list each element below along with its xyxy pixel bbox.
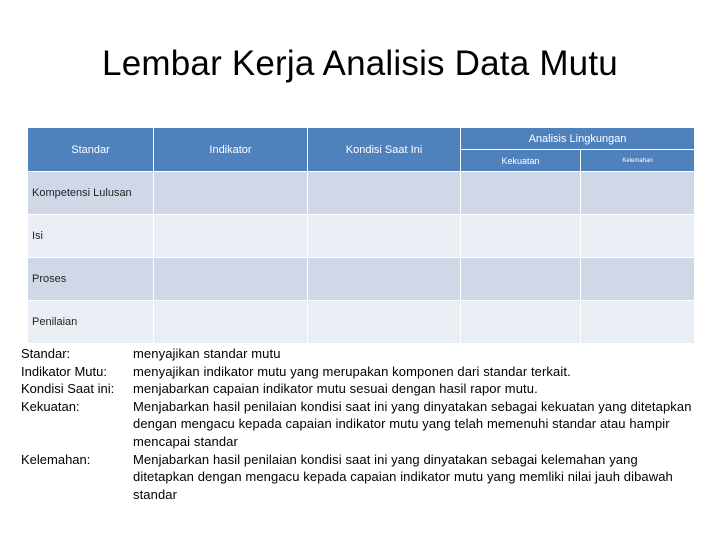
definition-item (21, 363, 701, 381)
table-row (28, 301, 695, 344)
row-label-isi: Isi (28, 215, 154, 258)
cell-indikator (154, 215, 308, 258)
cell-kelemahan (581, 258, 695, 301)
definition-item (21, 380, 701, 398)
row-label-penilaian: Penilaian (28, 301, 154, 344)
definition-term: Standar: (21, 346, 71, 361)
definition-item (21, 345, 701, 363)
cell-kekuatan (461, 258, 581, 301)
table-row (28, 215, 695, 258)
definition-term: Kelemahan: (21, 451, 91, 467)
header-indikator: Indikator (154, 128, 308, 172)
cell-kekuatan (461, 301, 581, 344)
table-row (28, 258, 695, 301)
cell-indikator (154, 172, 308, 215)
definition-text: menjabarkan capaian indikator mutu sesuai dengan hasil rapor mutu. (133, 381, 538, 397)
cell-indikator (154, 301, 308, 344)
cell-kondisi (308, 215, 461, 258)
cell-indikator (154, 258, 308, 301)
cell-kelemahan (581, 215, 695, 258)
definition-text: Menjabarkan hasil penilaian kondisi saat ini yang dinyatakan sebagai kekuatan yang ditetapkan dengan mengacu kepada capaian indikator mutu yang telah memenuhi standar atau hampir mencapai standar (133, 398, 692, 449)
definition-text: menyajikan standar mutu (133, 346, 281, 361)
cell-kelemahan (581, 172, 695, 215)
definition-term: Kekuatan: (21, 398, 80, 414)
definition-item (21, 451, 701, 504)
header-analisis-lingkungan: Analisis Lingkungan (461, 128, 695, 150)
definition-item (21, 398, 701, 451)
definition-term: Kondisi Saat ini: (21, 381, 115, 397)
definitions-list (21, 345, 701, 503)
cell-kondisi (308, 258, 461, 301)
header-kekuatan: Kekuatan (461, 150, 581, 172)
row-label-kompetensi-lulusan: Kompetensi Lulusan (28, 172, 154, 215)
definition-text: Menjabarkan hasil penilaian kondisi saat ini yang dinyatakan sebagai kelemahan yang ditetapkan dengan mengacu kepada capaian indikator mutu yang memliki nilai jauh dibawah standar (133, 451, 673, 502)
cell-kekuatan (461, 172, 581, 215)
cell-kelemahan (581, 301, 695, 344)
header-standar: Standar (28, 128, 154, 172)
row-label-proses: Proses (28, 258, 154, 301)
cell-kondisi (308, 172, 461, 215)
definition-text: menyajikan indikator mutu yang merupakan komponen dari standar terkait. (133, 363, 571, 379)
header-kelemahan: Kelemahan (581, 150, 695, 172)
analysis-table (27, 127, 695, 344)
cell-kondisi (308, 301, 461, 344)
definition-term: Indikator Mutu: (21, 363, 107, 379)
table-row (28, 172, 695, 215)
cell-kekuatan (461, 215, 581, 258)
header-kondisi: Kondisi Saat Ini (308, 128, 461, 172)
page-title: Lembar Kerja Analisis Data Mutu (102, 44, 618, 83)
